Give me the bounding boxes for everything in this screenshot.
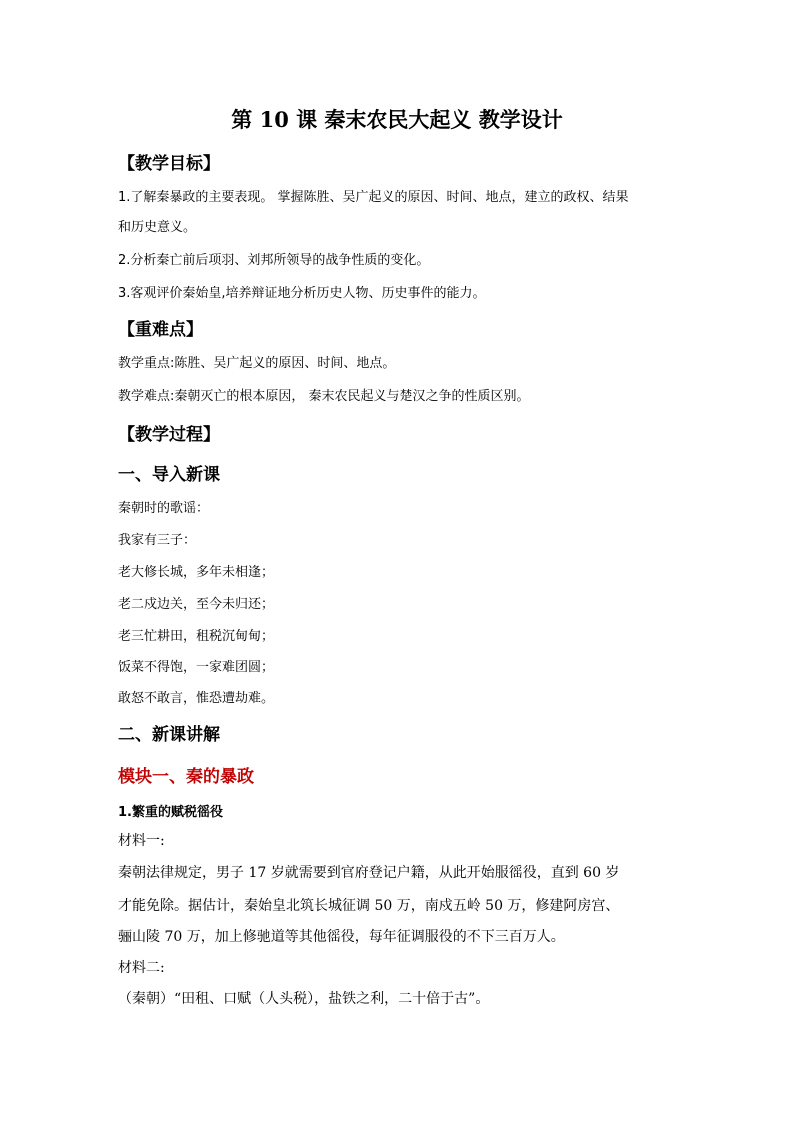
material-line: 秦朝法律规定，男子 17 岁就需要到官府登记户籍，从此开始服徭役，直到 60 岁 [118,865,620,881]
section-heading-lecture: 二、新课讲解 [118,725,220,745]
song-line: 敢怒不敢言，惟恐遭劫难。 [118,691,275,706]
material-line: 才能免除。据估计，秦始皇北筑长城征调 50 万，南戍五岭 50 万，修建阿房宫、 [118,898,620,914]
song-line: 老二戍边关，至今未归还； [118,597,275,612]
song-line: 饭菜不得饱，一家难团圆； [118,660,275,675]
module-heading: 模块一、秦的暴政 [118,767,254,787]
process-heading: 【教学过程】 [118,425,220,445]
key-point-line: 教学重点:陈胜、吴广起义的原因、时间、地点。 [118,356,396,371]
material-line: （秦朝）“田租、口赋（人头税），盐铁之利，二十倍于古”。 [118,991,490,1007]
key-points-heading: 【重难点】 [118,320,203,340]
page-title: 第 10 课 秦末农民大起义 教学设计 [231,107,563,132]
objective-line: 3.客观评价秦始皇,培养辩证地分析历史人物、历史事件的能力。 [118,286,486,301]
objectives-heading: 【教学目标】 [118,154,220,174]
song-line: 我家有三子： [118,533,197,548]
song-line: 老大修长城，多年未相逢； [118,565,275,580]
subheading: 1.繁重的赋税徭役 [118,805,223,820]
section-heading-intro: 一、导入新课 [118,465,220,485]
objective-line: 1.了解秦暴政的主要表现。 掌握陈胜、吴广起义的原因、时间、地点，建立的政权、结果 [118,190,629,205]
objective-line: 和历史意义。 [118,220,197,235]
material-line: 骊山陵 70 万，加上修驰道等其他徭役，每年征调服役的不下三百万人。 [118,929,565,945]
material-line: 材料一: [118,833,165,849]
key-point-line: 教学难点:秦朝灭亡的根本原因， 秦末农民起义与楚汉之争的性质区别。 [118,389,530,404]
objective-line: 2.分析秦亡前后项羽、刘邦所领导的战争性质的变化。 [118,253,430,268]
song-line: 秦朝时的歌谣： [118,501,210,516]
material-line: 材料二: [118,960,165,976]
song-line: 老三忙耕田，租税沉甸甸； [118,629,275,644]
